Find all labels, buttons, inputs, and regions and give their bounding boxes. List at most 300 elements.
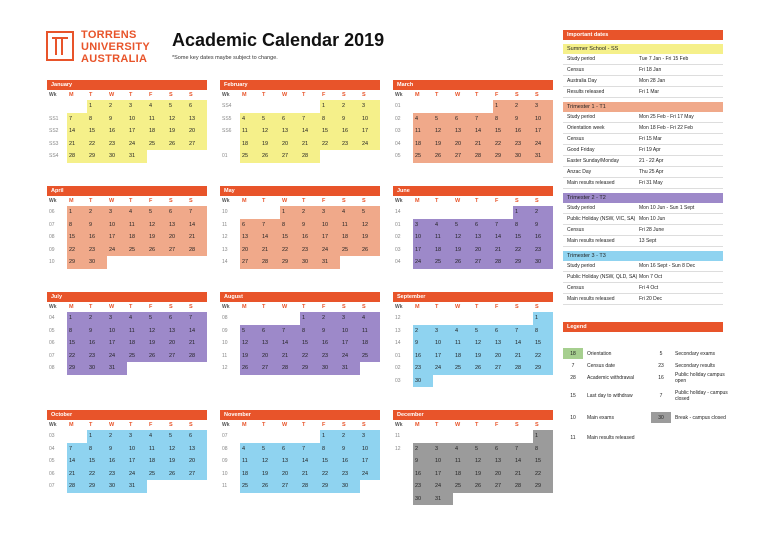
month-title: April: [47, 186, 207, 196]
day-cell: 15: [300, 337, 320, 350]
day-cell: 17: [413, 244, 433, 257]
legend-item: [563, 412, 645, 423]
week-number: 09: [222, 327, 228, 334]
weekday-label: S: [342, 92, 346, 98]
date-value: Fri 18 Jan: [639, 67, 662, 73]
month-title: January: [47, 80, 207, 90]
day-cell: 2: [340, 100, 360, 113]
day-cell: 22: [533, 468, 553, 481]
day-cell: 9: [320, 325, 340, 338]
day-cell: 30: [413, 375, 433, 388]
weekday-label: T: [302, 422, 306, 428]
day-cell: 11: [240, 125, 260, 138]
day-cell: 7: [300, 443, 320, 456]
day-cell: 7: [67, 443, 87, 456]
week-number: 04: [395, 140, 401, 147]
day-cell: [360, 362, 380, 375]
date-value: Fri 15 Mar: [639, 136, 662, 142]
weekday-label: S: [342, 304, 346, 310]
week-number: [393, 455, 413, 468]
week-number: SS3: [49, 140, 59, 147]
day-cell: [240, 312, 260, 325]
week-number: 08: [222, 315, 228, 322]
day-cell: 3: [127, 100, 147, 113]
week-number: 04: [49, 445, 55, 452]
day-cell: 13: [280, 455, 300, 468]
day-cell: 30: [533, 256, 553, 269]
day-cell: 3: [340, 312, 360, 325]
week-number: 04: [49, 315, 55, 322]
weekday-label: T: [435, 92, 439, 98]
day-cell: 21: [67, 468, 87, 481]
day-cell: 30: [87, 362, 107, 375]
day-cell: 7: [280, 325, 300, 338]
week-row: [47, 362, 207, 375]
weekday-label: T: [89, 92, 93, 98]
logo-line-1: TORRENS: [81, 29, 137, 41]
day-cell: 21: [493, 244, 513, 257]
week-row: [220, 150, 380, 163]
weekday-label: F: [322, 92, 326, 98]
day-cell: 14: [300, 455, 320, 468]
week-number: [393, 480, 413, 493]
week-number: [47, 100, 67, 113]
day-cell: [473, 312, 493, 325]
day-cell: 27: [453, 150, 473, 163]
day-cell: 18: [360, 337, 380, 350]
legend-item: [651, 348, 733, 359]
day-cell: 4: [147, 100, 167, 113]
day-cell: 9: [340, 113, 360, 126]
day-cell: 17: [433, 468, 453, 481]
week-row: [220, 455, 380, 468]
day-cell: 30: [413, 493, 433, 506]
week-row: [393, 256, 553, 269]
day-cell: 19: [453, 244, 473, 257]
day-cell: [280, 312, 300, 325]
day-cell: [473, 100, 493, 113]
date-label: Study period: [567, 114, 596, 120]
week-number: 04: [395, 259, 401, 266]
day-cell: 5: [167, 430, 187, 443]
day-cell: 14: [493, 231, 513, 244]
day-cell: 15: [320, 455, 340, 468]
day-cell: 26: [260, 480, 280, 493]
day-cell: 24: [413, 256, 433, 269]
day-cell: [453, 100, 473, 113]
weekday-label: S: [169, 92, 173, 98]
month-december: [393, 410, 553, 505]
month-august: [220, 292, 380, 375]
weekday-label: Wk: [395, 422, 403, 428]
day-cell: 12: [147, 325, 167, 338]
week-number: 12: [222, 234, 228, 241]
day-cell: 9: [87, 219, 107, 232]
day-cell: 17: [127, 125, 147, 138]
day-cell: 28: [513, 480, 533, 493]
date-label: Orientation week: [567, 125, 605, 131]
day-cell: [473, 430, 493, 443]
week-row: [47, 468, 207, 481]
day-cell: 12: [167, 113, 187, 126]
section-header: Trimester 1 - T1: [563, 102, 723, 112]
date-row: [563, 203, 723, 214]
day-cell: 25: [413, 150, 433, 163]
legend-item: [651, 412, 733, 423]
date-label: Study period: [567, 263, 596, 269]
day-cell: 8: [533, 443, 553, 456]
day-cell: [413, 312, 433, 325]
legend-item: [651, 372, 733, 384]
day-cell: 11: [147, 443, 167, 456]
day-cell: 3: [107, 206, 127, 219]
day-cell: 13: [260, 337, 280, 350]
week-row: [220, 468, 380, 481]
week-row: [220, 430, 380, 443]
day-cell: 12: [473, 337, 493, 350]
week-number: 06: [49, 470, 55, 477]
day-cell: 29: [87, 150, 107, 163]
day-cell: 9: [87, 325, 107, 338]
week-row: [393, 219, 553, 232]
month-title: March: [393, 80, 553, 90]
date-label: Good Friday: [567, 147, 595, 153]
day-cell: 25: [240, 150, 260, 163]
day-cell: 19: [147, 337, 167, 350]
day-cell: 16: [340, 125, 360, 138]
week-row: [47, 312, 207, 325]
week-number: 11: [222, 221, 228, 228]
date-value: 13 Sept: [639, 238, 657, 244]
day-cell: 16: [533, 231, 553, 244]
date-value: Fri 20 Dec: [639, 296, 663, 302]
weekday-label: S: [362, 422, 366, 428]
month-title: November: [220, 410, 380, 420]
week-row: [220, 325, 380, 338]
weekday-label: S: [535, 422, 539, 428]
weekday-label: W: [455, 422, 461, 428]
weekday-label: T: [435, 422, 439, 428]
day-cell: 15: [533, 455, 553, 468]
week-row: [393, 312, 553, 325]
month-november: [220, 410, 380, 493]
day-cell: 2: [107, 100, 127, 113]
day-cell: 19: [433, 138, 453, 151]
day-cell: 24: [107, 244, 127, 257]
day-cell: 20: [493, 350, 513, 363]
day-cell: 5: [473, 443, 493, 456]
day-cell: 19: [167, 455, 187, 468]
week-row: [393, 337, 553, 350]
day-cell: 20: [187, 125, 207, 138]
day-cell: 12: [167, 443, 187, 456]
day-cell: 14: [260, 231, 280, 244]
week-row: [47, 138, 207, 151]
weekday-header: [47, 90, 207, 100]
date-row: [563, 112, 723, 123]
day-cell: 6: [167, 206, 187, 219]
day-cell: 19: [473, 350, 493, 363]
day-cell: [127, 362, 147, 375]
week-number: SS2: [49, 128, 59, 135]
legend-swatch: 15: [570, 392, 576, 399]
day-cell: 12: [453, 231, 473, 244]
day-cell: 4: [360, 312, 380, 325]
day-cell: 17: [433, 350, 453, 363]
day-cell: [300, 100, 320, 113]
weekday-label: W: [282, 422, 288, 428]
day-cell: 26: [433, 150, 453, 163]
day-cell: 7: [187, 312, 207, 325]
day-cell: [147, 480, 167, 493]
day-cell: 18: [240, 468, 260, 481]
day-cell: 18: [453, 350, 473, 363]
day-cell: 7: [67, 113, 87, 126]
day-cell: 24: [320, 244, 340, 257]
week-number: 03: [395, 377, 401, 384]
day-cell: 2: [340, 430, 360, 443]
day-cell: 2: [320, 312, 340, 325]
day-cell: 20: [493, 468, 513, 481]
day-cell: 27: [187, 138, 207, 151]
week-number: 12: [395, 445, 401, 452]
week-row: [47, 256, 207, 269]
week-row: [393, 113, 553, 126]
day-cell: 23: [340, 468, 360, 481]
day-cell: [340, 256, 360, 269]
day-cell: 6: [240, 219, 260, 232]
day-cell: 30: [320, 362, 340, 375]
day-cell: [147, 362, 167, 375]
day-cell: 28: [67, 150, 87, 163]
week-row: [220, 256, 380, 269]
week-row: [47, 231, 207, 244]
weekday-label: T: [129, 92, 133, 98]
day-cell: 19: [260, 468, 280, 481]
day-cell: 18: [240, 138, 260, 151]
day-cell: 12: [260, 455, 280, 468]
day-cell: 18: [147, 455, 167, 468]
day-cell: 14: [513, 455, 533, 468]
weekday-label: Wk: [222, 92, 230, 98]
day-cell: 21: [280, 350, 300, 363]
day-cell: [493, 206, 513, 219]
month-title: December: [393, 410, 553, 420]
weekday-header: [47, 302, 207, 312]
week-row: [47, 430, 207, 443]
week-number: 10: [49, 259, 55, 266]
page-title: Academic Calendar 2019: [172, 30, 385, 50]
week-number: SS4: [49, 153, 59, 160]
legend-label: Academic withdrawal: [587, 374, 634, 381]
day-cell: 22: [300, 350, 320, 363]
weekday-label: S: [515, 198, 519, 204]
day-cell: 19: [360, 231, 380, 244]
day-cell: 16: [340, 455, 360, 468]
legend-label: Orientation: [587, 350, 612, 357]
day-cell: [240, 206, 260, 219]
date-label: Main results released: [567, 296, 615, 302]
day-cell: [413, 100, 433, 113]
day-cell: [433, 312, 453, 325]
weekday-label: S: [189, 92, 193, 98]
month-october: [47, 410, 207, 493]
weekday-label: Wk: [395, 198, 403, 204]
weekday-header: [220, 196, 380, 206]
day-cell: 26: [260, 150, 280, 163]
day-cell: [147, 150, 167, 163]
date-value: Mon 7 Oct: [639, 274, 663, 280]
weekday-header: [47, 420, 207, 430]
week-row: [220, 337, 380, 350]
day-cell: 1: [533, 312, 553, 325]
day-cell: 22: [280, 244, 300, 257]
weekday-label: M: [69, 92, 74, 98]
day-cell: 22: [320, 138, 340, 151]
legend-title: Legend: [563, 322, 723, 332]
week-row: [393, 430, 553, 443]
weekday-label: M: [69, 304, 74, 310]
day-cell: 6: [187, 430, 207, 443]
weekday-label: W: [109, 304, 115, 310]
legend-swatch: 16: [658, 375, 664, 381]
weekday-label: S: [189, 422, 193, 428]
month-title: October: [47, 410, 207, 420]
date-row: [563, 167, 723, 178]
day-cell: 21: [513, 468, 533, 481]
week-row: [393, 231, 553, 244]
legend-swatch: 5: [659, 350, 663, 357]
legend-swatch: 30: [651, 412, 671, 423]
week-row: [393, 455, 553, 468]
day-cell: [360, 256, 380, 269]
day-cell: 17: [340, 337, 360, 350]
day-cell: 7: [513, 325, 533, 338]
day-cell: [360, 150, 380, 163]
day-cell: 20: [167, 337, 187, 350]
day-cell: 16: [300, 231, 320, 244]
day-cell: [67, 430, 87, 443]
date-label: Main results released: [567, 238, 615, 244]
day-cell: 20: [240, 244, 260, 257]
date-label: Census: [567, 136, 584, 142]
day-cell: 5: [167, 100, 187, 113]
weekday-header: [393, 196, 553, 206]
week-row: [393, 468, 553, 481]
legend-label: Break - campus closed: [675, 414, 726, 421]
week-row: [220, 443, 380, 456]
day-cell: 25: [433, 256, 453, 269]
day-cell: 21: [300, 138, 320, 151]
day-cell: 15: [533, 337, 553, 350]
weekday-label: T: [302, 304, 306, 310]
day-cell: 23: [413, 362, 433, 375]
day-cell: 9: [300, 219, 320, 232]
weekday-label: Wk: [49, 198, 57, 204]
weekday-label: M: [415, 198, 420, 204]
day-cell: 24: [107, 350, 127, 363]
week-row: [393, 244, 553, 257]
day-cell: 21: [473, 138, 493, 151]
weekday-label: S: [189, 304, 193, 310]
day-cell: 13: [493, 337, 513, 350]
date-value: Mon 10 Jun: [639, 216, 666, 222]
day-cell: 12: [240, 337, 260, 350]
day-cell: 5: [260, 113, 280, 126]
legend-swatch: 11: [570, 434, 576, 441]
week-row: [47, 150, 207, 163]
day-cell: 4: [240, 113, 260, 126]
day-cell: 5: [360, 206, 380, 219]
day-cell: 13: [167, 219, 187, 232]
day-cell: 11: [453, 337, 473, 350]
date-row: [563, 294, 723, 305]
legend-swatch: 7: [659, 393, 663, 399]
day-cell: [67, 100, 87, 113]
week-number: 13: [395, 327, 401, 334]
date-row: [563, 283, 723, 294]
week-number: 01: [395, 352, 401, 359]
day-cell: [493, 312, 513, 325]
weekday-label: F: [149, 422, 153, 428]
day-cell: 29: [320, 480, 340, 493]
day-cell: [187, 150, 207, 163]
day-cell: 24: [340, 350, 360, 363]
date-value: Mon 18 Feb - Fri 22 Feb: [639, 125, 693, 131]
weekday-label: S: [342, 422, 346, 428]
weekday-label: Wk: [222, 422, 230, 428]
date-value: Fri 1 Mar: [639, 89, 659, 95]
day-cell: 10: [127, 443, 147, 456]
weekday-label: S: [362, 198, 366, 204]
day-cell: 20: [453, 138, 473, 151]
day-cell: 22: [87, 468, 107, 481]
day-cell: 30: [107, 480, 127, 493]
day-cell: 23: [340, 138, 360, 151]
day-cell: 29: [67, 362, 87, 375]
week-number: 07: [49, 221, 55, 228]
week-row: [220, 312, 380, 325]
date-label: Census: [567, 67, 584, 73]
day-cell: [260, 100, 280, 113]
day-cell: 15: [87, 455, 107, 468]
weekday-label: T: [89, 422, 93, 428]
week-row: [47, 480, 207, 493]
day-cell: 25: [127, 244, 147, 257]
day-cell: 2: [87, 312, 107, 325]
week-number: 02: [395, 115, 401, 122]
day-cell: 25: [360, 350, 380, 363]
weekday-label: T: [262, 198, 266, 204]
day-cell: 26: [167, 468, 187, 481]
week-number: SS6: [222, 128, 232, 135]
week-number: 10: [222, 470, 228, 477]
week-row: [393, 443, 553, 456]
date-value: Mon 10 Jun - Sun 1 Sept: [639, 205, 695, 211]
legend-item: [563, 360, 645, 371]
day-cell: 28: [300, 480, 320, 493]
day-cell: 9: [413, 337, 433, 350]
week-row: [47, 113, 207, 126]
day-cell: 24: [127, 468, 147, 481]
day-cell: 21: [67, 138, 87, 151]
day-cell: [433, 206, 453, 219]
day-cell: 18: [127, 231, 147, 244]
week-row: [220, 100, 380, 113]
day-cell: 5: [473, 325, 493, 338]
month-march: [393, 80, 553, 163]
day-cell: 20: [167, 231, 187, 244]
